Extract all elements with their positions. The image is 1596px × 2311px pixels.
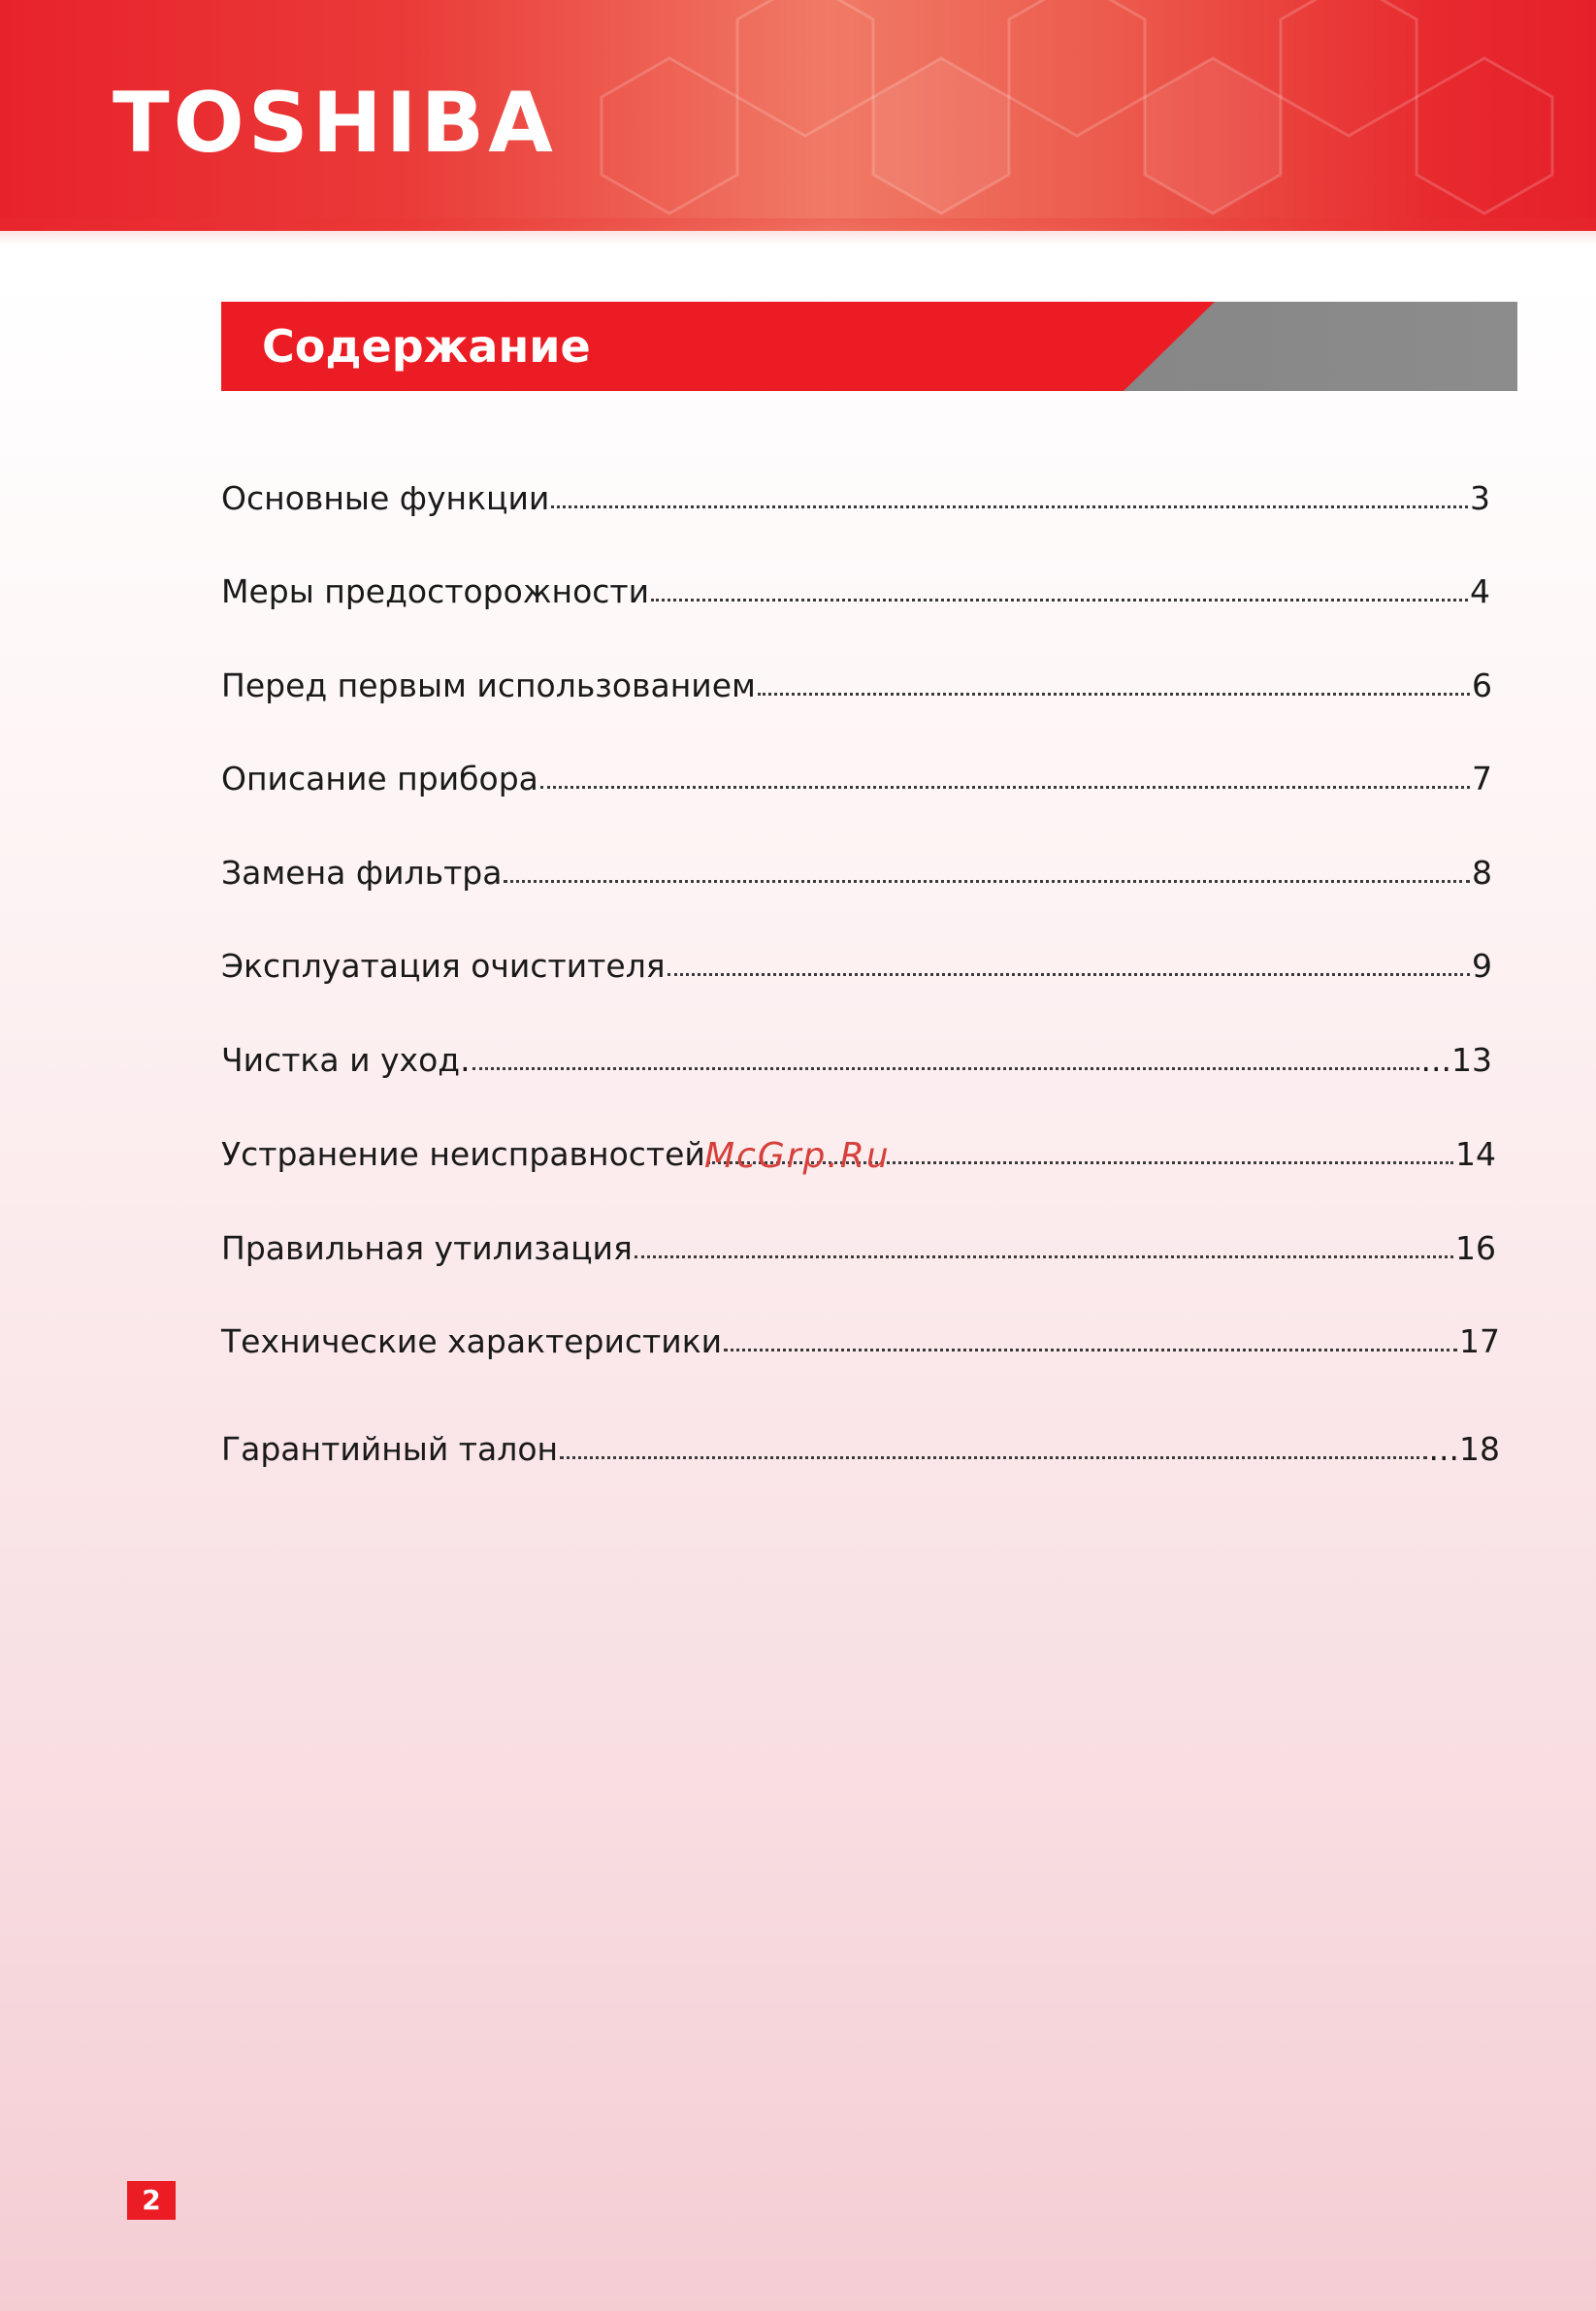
toc-item[interactable] bbox=[221, 567, 1490, 617]
toc-item-label: Эксплуатация очистителя bbox=[221, 947, 666, 985]
toc-leader-dots bbox=[668, 973, 1470, 976]
toc-item-page: 9 bbox=[1472, 947, 1492, 985]
toc-item-label: Основные функции bbox=[221, 479, 550, 517]
section-title: Содержание bbox=[262, 320, 591, 373]
toc-item-label: Замена фильтра bbox=[221, 854, 503, 892]
toc-leader-dots bbox=[635, 1255, 1453, 1258]
page-number: 2 bbox=[127, 2181, 176, 2220]
toc-item-page: 3 bbox=[1470, 479, 1490, 517]
toc-item-page: 7 bbox=[1472, 760, 1492, 797]
toc-leader-dots bbox=[472, 1067, 1419, 1070]
toc-item-label: Гарантийный талон bbox=[221, 1430, 559, 1468]
brand-logo: TOSHIBA bbox=[113, 75, 557, 172]
toc-leader-dots bbox=[724, 1349, 1457, 1351]
toc-item-page: 6 bbox=[1472, 667, 1492, 704]
watermark: McGrp.Ru bbox=[704, 1136, 891, 1176]
toc-item[interactable] bbox=[221, 1035, 1492, 1086]
toc-leader-dots bbox=[540, 786, 1470, 789]
toc-item-page: ...18 bbox=[1428, 1430, 1500, 1468]
section-title-bar bbox=[221, 302, 1517, 391]
toc-item[interactable] bbox=[221, 848, 1492, 898]
toc-item[interactable] bbox=[221, 1223, 1496, 1274]
toc-item[interactable] bbox=[221, 473, 1490, 524]
toc-item[interactable] bbox=[221, 1317, 1500, 1367]
toc-item-label: Правильная утилизация bbox=[221, 1229, 633, 1267]
header-band bbox=[0, 0, 1596, 231]
toc-item-label: Перед первым использованием bbox=[221, 667, 756, 704]
toc-item-page: 17 bbox=[1459, 1322, 1500, 1360]
toc-leader-dots bbox=[758, 693, 1470, 696]
toc-item-label: Технические характеристики bbox=[221, 1322, 723, 1360]
toc-leader-dots bbox=[504, 880, 1470, 883]
toc-leader-dots bbox=[651, 599, 1468, 602]
toc-item-label: Устранение неисправностей bbox=[221, 1135, 705, 1173]
toc-item-page: 16 bbox=[1455, 1229, 1496, 1267]
toc-leader-dots bbox=[560, 1456, 1426, 1459]
toc-leader-dots bbox=[551, 505, 1468, 508]
header-shadow bbox=[0, 218, 1596, 245]
toc-item-label: Чистка и уход. bbox=[221, 1041, 471, 1079]
toc-item[interactable] bbox=[221, 1424, 1500, 1475]
toc-item-label: Меры предосторожности bbox=[221, 572, 650, 610]
toc-item-page: 8 bbox=[1472, 854, 1492, 892]
toc-item[interactable] bbox=[221, 661, 1492, 711]
toc-item-label: Описание прибора bbox=[221, 760, 538, 797]
toc-item-page: ...13 bbox=[1420, 1041, 1492, 1079]
toc-item[interactable] bbox=[221, 754, 1492, 804]
toc-item-page: 4 bbox=[1470, 572, 1490, 610]
toc-item[interactable] bbox=[221, 941, 1492, 992]
toc-item-page: 14 bbox=[1455, 1135, 1496, 1173]
